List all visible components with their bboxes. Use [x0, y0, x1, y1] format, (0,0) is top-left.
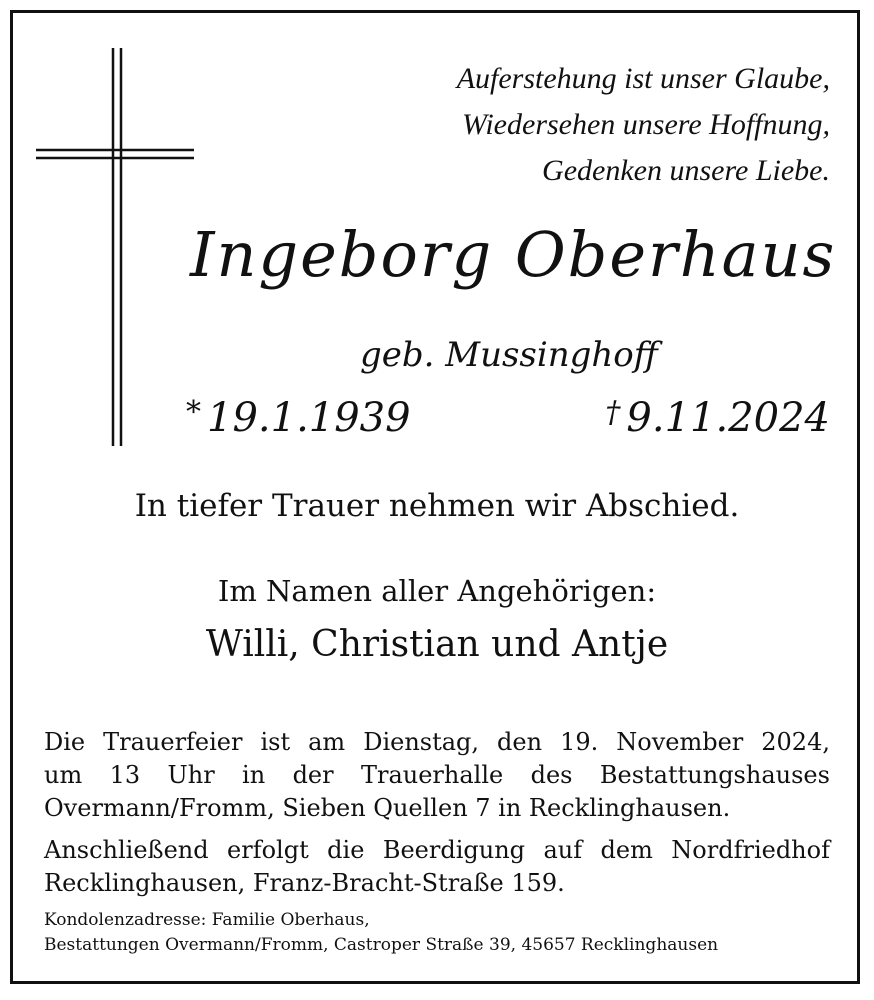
verse-line: Gedenken unsere Liebe. — [542, 154, 830, 187]
burial-line-1 — [44, 834, 830, 867]
ceremony-info — [44, 726, 830, 825]
word: November — [616, 728, 744, 756]
word: die — [327, 836, 365, 864]
word: dem — [600, 836, 653, 864]
ceremony-line-3: Overmann/Fromm, Sieben Quellen 7 in Recklinghausen. — [44, 794, 731, 822]
word: den — [497, 728, 543, 756]
word: ist — [260, 728, 291, 756]
word: am — [308, 728, 346, 756]
condolence-line: Kondolenzadresse: Familie Oberhaus, — [44, 910, 370, 930]
signatories-intro: Im Namen aller Angehörigen: — [217, 574, 657, 608]
word: 2024, — [761, 728, 830, 756]
word: um — [44, 761, 83, 789]
word: 19. — [560, 728, 599, 756]
word: auf — [543, 836, 583, 864]
verse-line: Wiedersehen unsere Hoffnung, — [462, 108, 830, 141]
word: Die — [44, 728, 86, 756]
farewell-text: In tiefer Trauer nehmen wir Abschied. — [134, 488, 740, 524]
ceremony-line-2 — [44, 759, 830, 792]
word: Trauerhalle — [360, 761, 504, 789]
condolence-line: Bestattungen Overmann/Fromm, Castroper Straße 39, 45657 Recklinghausen — [44, 935, 719, 955]
burial-line-2: Recklinghausen, Franz-Bracht-Straße 159. — [44, 869, 565, 897]
word: Beerdigung — [382, 836, 526, 864]
verse-line: Auferstehung ist unser Glaube, — [456, 62, 830, 95]
ceremony-line-1 — [44, 726, 830, 759]
death-date: 9.11.2024 — [626, 395, 830, 441]
word: der — [292, 761, 334, 789]
word: Uhr — [167, 761, 215, 789]
birth-date: 19.1.1939 — [207, 395, 411, 441]
word: Dienstag, — [363, 728, 480, 756]
word: Anschließend — [44, 836, 209, 864]
word: in — [242, 761, 266, 789]
word: des — [530, 761, 573, 789]
condolence-address — [44, 908, 834, 958]
burial-info — [44, 834, 830, 900]
word: Bestattungshauses — [599, 761, 830, 789]
word: Trauerfeier — [103, 728, 243, 756]
word: 13 — [109, 761, 141, 789]
death-dagger-icon: † — [605, 395, 621, 430]
word: Nordfriedhof — [671, 836, 830, 864]
verse — [270, 56, 830, 194]
deceased-name: Ingeborg Oberhaus — [190, 218, 837, 291]
birth-date-line — [186, 395, 411, 441]
birth-star-icon: * — [186, 395, 201, 430]
signatories-names: Willi, Christian und Antje — [205, 624, 669, 665]
maiden-name: geb. Mussinghoff — [360, 335, 658, 375]
cross-icon — [36, 48, 196, 448]
death-date-line — [605, 395, 830, 441]
word: erfolgt — [227, 836, 309, 864]
